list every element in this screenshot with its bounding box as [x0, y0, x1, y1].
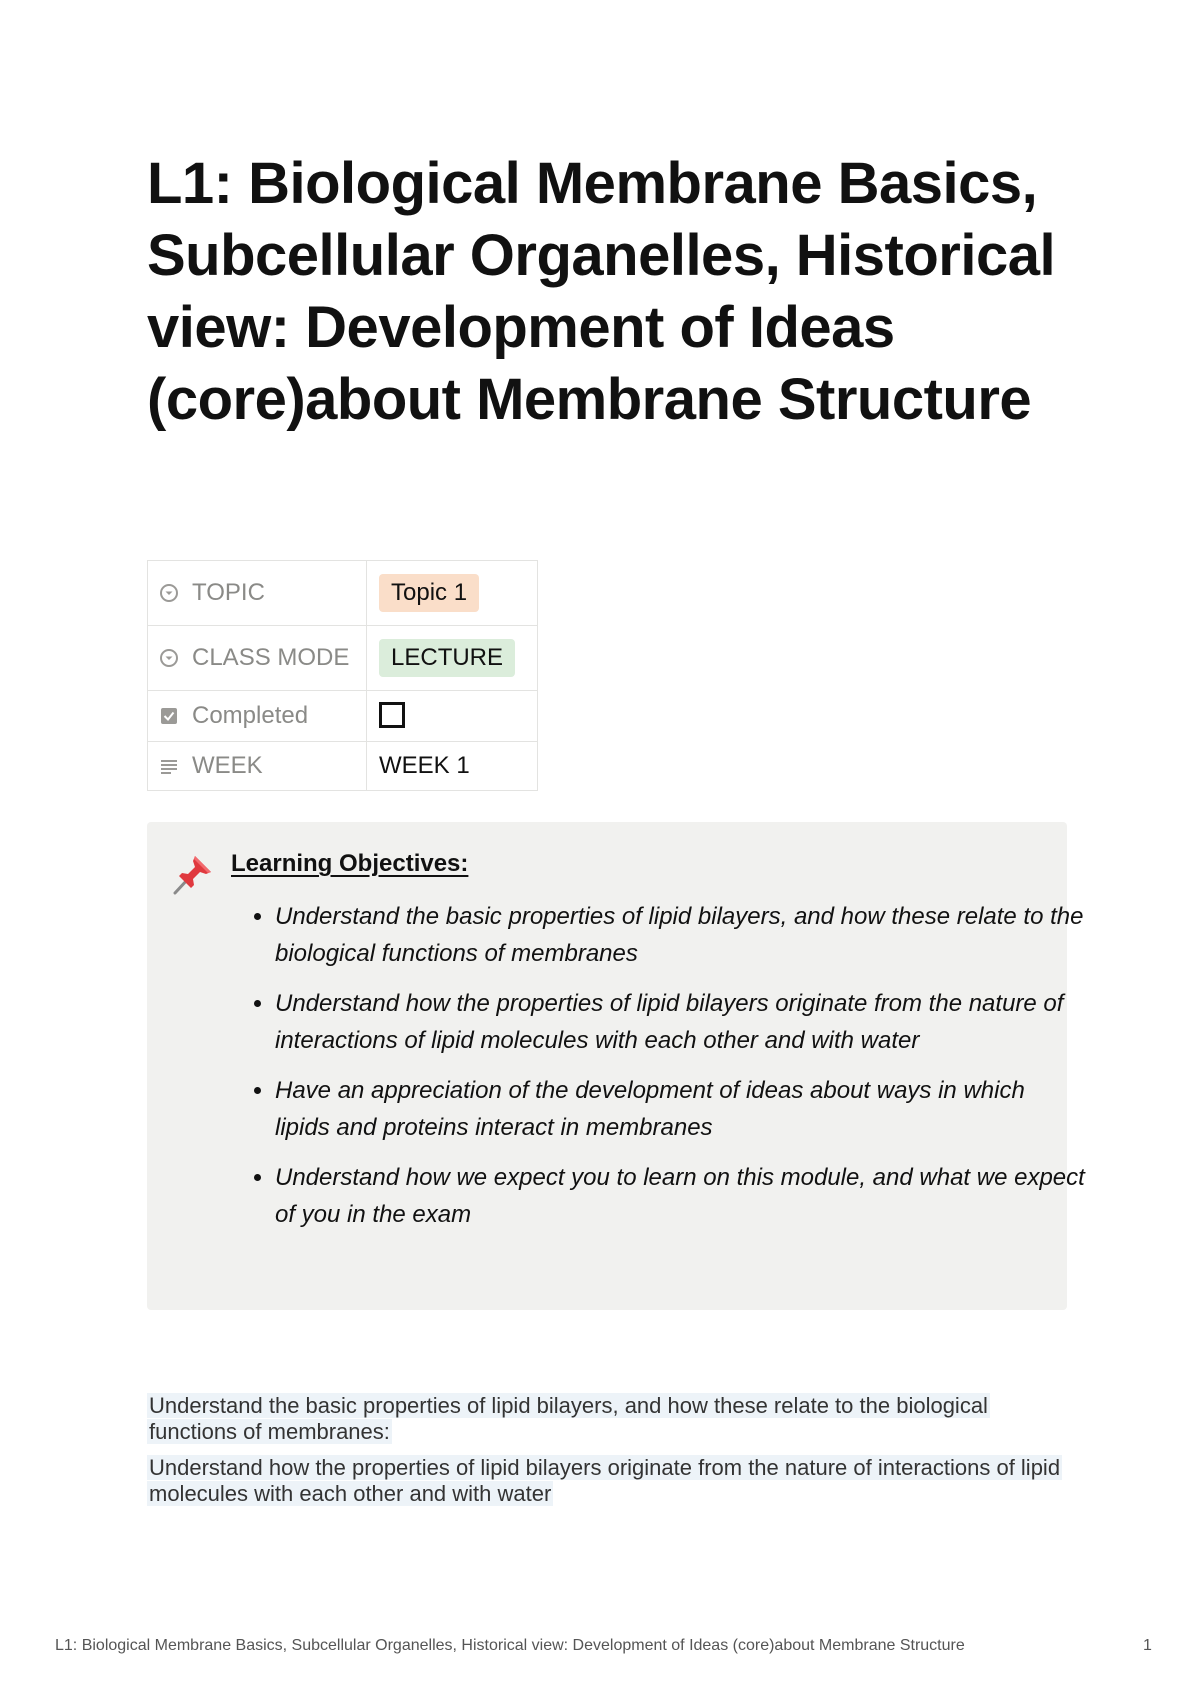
select-icon: [160, 649, 178, 667]
property-label-week: WEEK: [192, 752, 263, 779]
paragraph-text: Understand how the properties of lipid bilayers originate from the nature of interactions of lipid molecules with each other and with water: [149, 1455, 1061, 1506]
page-title: L1: Biological Membrane Basics, Subcellular Organelles, Historical view: Development of Ideas (core)about Membrane Structure: [147, 151, 1056, 432]
page-number: 1: [1143, 1637, 1152, 1654]
paragraph-text: Understand the basic properties of lipid bilayers, and how these relate to the biological functions of membranes:: [149, 1393, 988, 1444]
body-paragraph: [147, 1455, 1067, 1507]
properties-table: [147, 560, 538, 791]
topic-tag[interactable]: Topic 1: [379, 574, 479, 612]
body-paragraph: [147, 1393, 1067, 1445]
list-item: • Understand how we expect you to learn on this module, and what we expect of you in the exam: [275, 1159, 1085, 1233]
pushpin-icon: [171, 852, 215, 896]
select-icon: [160, 584, 178, 602]
text-lines-icon: [160, 757, 178, 775]
list-item: • Have an appreciation of the development of ideas about ways in which lipids and proteins interact in membranes: [275, 1072, 1085, 1146]
class-mode-tag[interactable]: LECTURE: [379, 639, 515, 677]
property-label-completed: Completed: [192, 702, 309, 729]
objectives-list: [231, 898, 1085, 1246]
checkbox-icon: [160, 707, 178, 725]
callout-heading: Learning Objectives:: [231, 850, 469, 877]
property-row-week: [148, 742, 538, 791]
list-item: • Understand the basic properties of lipid bilayers, and how these relate to the biological functions of membranes: [275, 898, 1085, 972]
property-label-class-mode: CLASS MODE: [192, 644, 350, 671]
property-row-class-mode: [148, 626, 538, 691]
property-label-topic: TOPIC: [192, 579, 265, 606]
learning-objectives-callout: [147, 822, 1085, 1310]
property-row-completed: [148, 691, 538, 742]
list-item: • Understand how the properties of lipid bilayers originate from the nature of interactions of lipid molecules with each other and with water: [275, 985, 1085, 1059]
completed-checkbox[interactable]: [379, 702, 405, 728]
property-row-topic: [148, 561, 538, 626]
footer-title: L1: Biological Membrane Basics, Subcellular Organelles, Historical view: Development of Ideas (core)about Membrane Structure: [55, 1637, 965, 1654]
week-value[interactable]: WEEK 1: [379, 752, 470, 779]
